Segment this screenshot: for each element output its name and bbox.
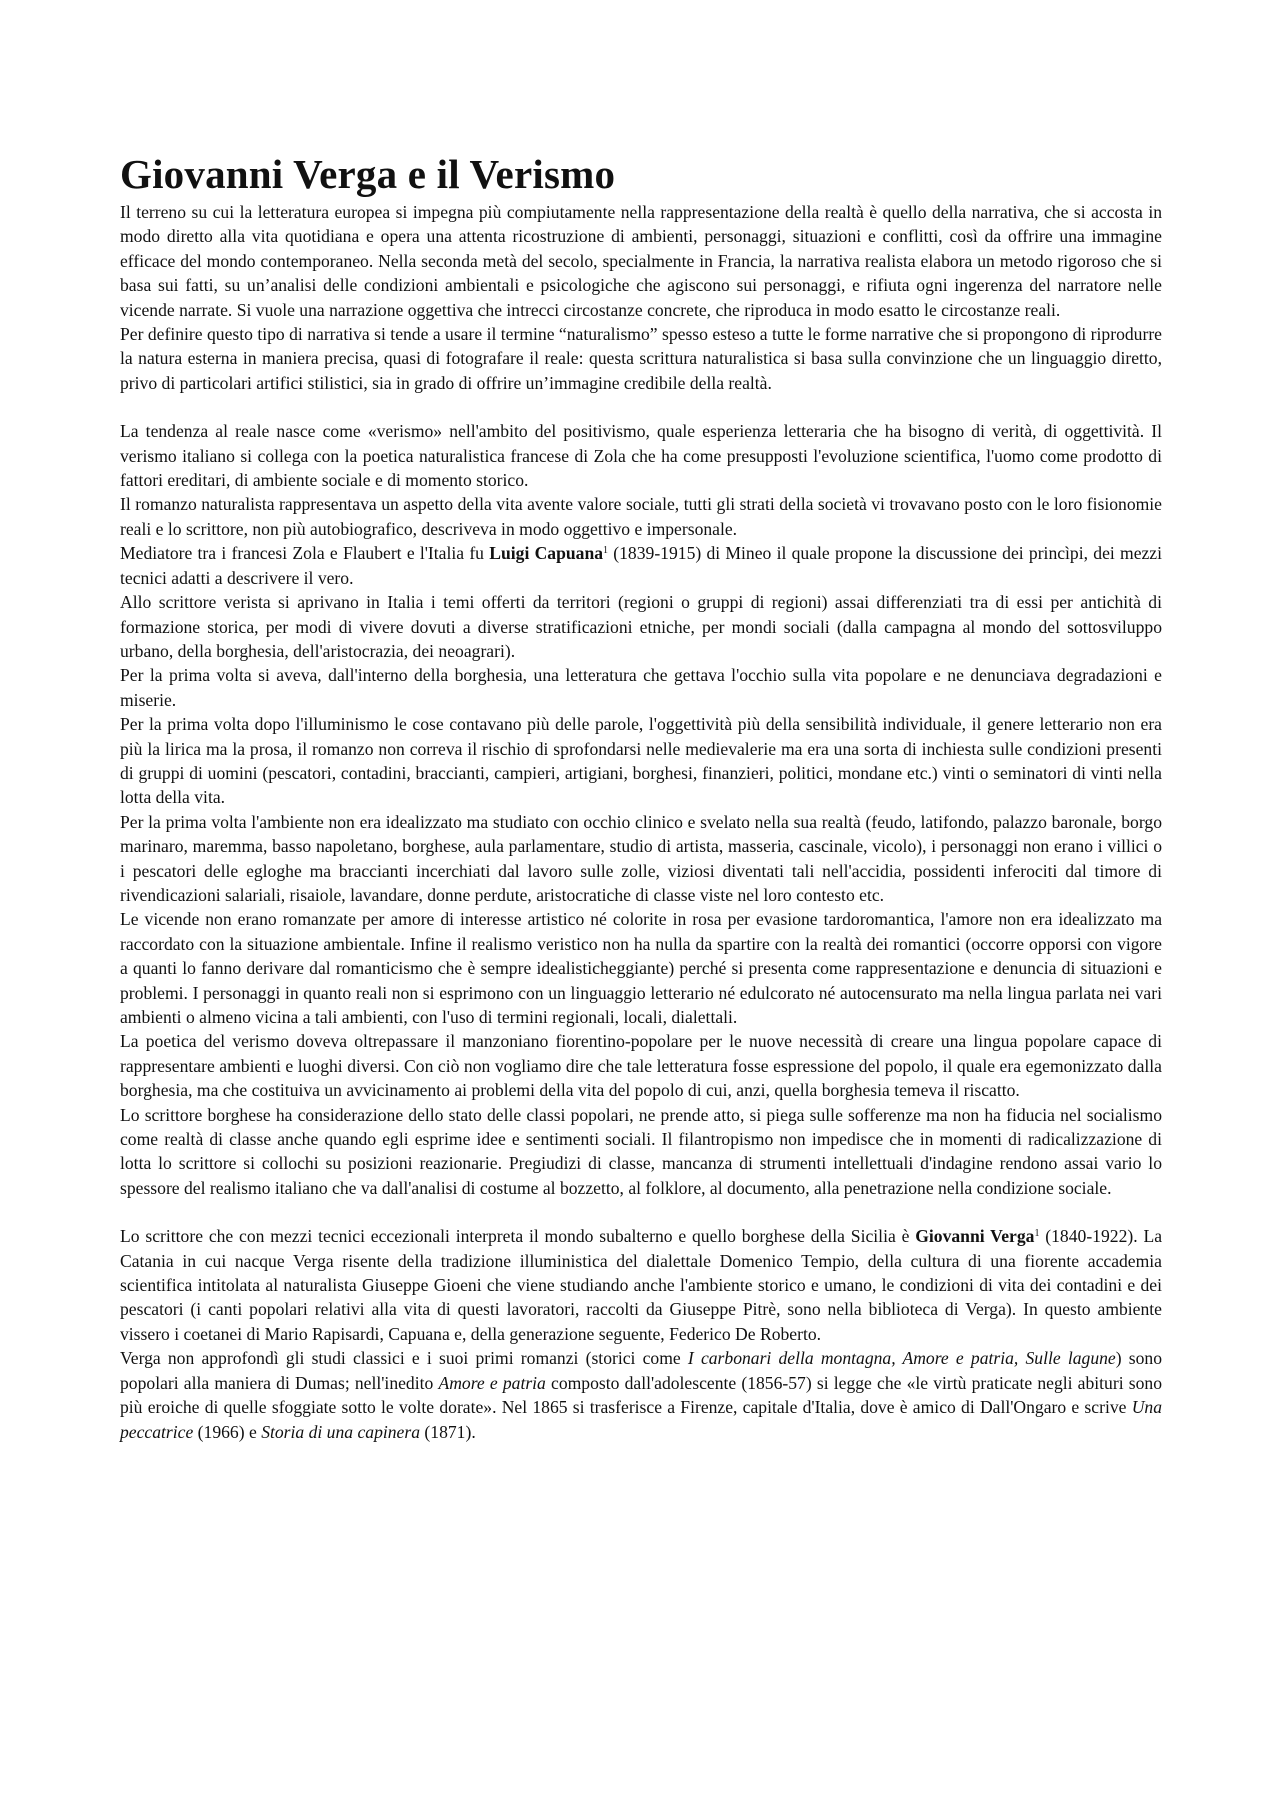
paragraph-12: Lo scrittore borghese ha considerazione dello stato delle classi popolari, ne prende atto, si piega sulle sofferenze ma non ha fiducia nel socialismo come realtà di classe anche quando egli esprime idee e sentimenti sociali. Il filantropismo non impedisce che in momenti di radicalizzazione di lotta lo scrittore si collochi su posizioni reazionarie. Pregiudizi di classe, mancanza di strumenti intellettuali d'indagine rendono assai vario lo spessore del realismo italiano che va dall'analisi di costume al bozzetto, al folklore, al documento, alla penetrazione nella condizione sociale.: [120, 1104, 1162, 1198]
page-title: Giovanni Verga e il Verismo: [120, 151, 616, 197]
text-span: (1839-1915) di Mineo il quale propone la discussione dei princìpi, dei mezzi tecnici adatti a descrivere il vero.: [120, 543, 1163, 588]
text-span: ) sono popolari alla maniera di Dumas; nell'inedito: [120, 1348, 1163, 1393]
paragraph-7: Per la prima volta si aveva, dall'interno della borghesia, una letteratura che gettava l'occhio sulla vita popolare e ne denunciava degradazioni e miserie.: [120, 665, 1162, 710]
paragraph-gap: [120, 395, 1162, 419]
paragraph-4: Il romanzo naturalista rappresentava un aspetto della vita avente valore sociale, tutti gli strati della società vi trovavano posto con le loro fisionomie reali e lo scrittore, non più autobiografico, descriveva in modo oggettivo e impersonale.: [120, 494, 1162, 539]
italic-title: Storia di una capinera: [261, 1421, 421, 1442]
bold-name-verga: Giovanni Verga: [915, 1226, 1035, 1247]
paragraph-6: Allo scrittore verista si aprivano in Italia i temi offerti da territori (regioni o gruppi di regioni) assai differenziati tra di essi per antichità di formazione storica, per modi di vivere dovuti a diverse stratificazioni etniche, per mondi sociali (dalla campagna al mondo del sottosviluppo urbano, della borghesia, dell'aristocrazia, dei neoagrari).: [120, 592, 1162, 661]
italic-title: Amore e patria: [438, 1372, 546, 1393]
paragraph-3: La tendenza al reale nasce come «verismo» nell'ambito del positivismo, quale esperienza letteraria che ha bisogno di verità, di oggettività. Il verismo italiano si collega con la poetica naturalistica francese di Zola che ha come presupposti l'evoluzione scientifica, l'uomo come prodotto di fattori ereditari, di ambiente sociale e di momento storico.: [120, 421, 1162, 491]
text-span: Verga non approfondì gli studi classici e i suoi primi romanzi (storici come: [120, 1348, 688, 1369]
paragraph-5: [120, 541, 1162, 590]
italic-title: Una peccatrice: [120, 1397, 1162, 1442]
paragraph-11: La poetica del verismo doveva oltrepassare il manzoniano fiorentino-popolare per le nuove necessità di creare una lingua popolare capace di rappresentare ambienti e luoghi diversi. Con ciò non vogliamo dire che tale letteratura fosse espressione del popolo, il quale era egemonizzato dalla borghesia, ma che costituiva un avvicinamento ai problemi della vita del popolo di cui, anzi, quella borghesia temeva il riscatto.: [120, 1031, 1162, 1101]
italic-title: I carbonari della montagna, Amore e patria, Sulle lagune: [687, 1348, 1116, 1369]
text-span: Mediatore tra i francesi Zola e Flaubert e l'Italia fu: [120, 543, 490, 564]
paragraph-14: [120, 1346, 1162, 1444]
text-span: (1871).: [420, 1421, 476, 1442]
text-span: (1966) e: [193, 1421, 262, 1442]
paragraph-9: Per la prima volta l'ambiente non era idealizzato ma studiato con occhio clinico e svelato nella sua realtà (feudo, latifondo, palazzo baronale, borgo marinaro, maremma, basso napoletano, borghese, aula parlamentare, studio di artista, masseria, cascinale, vicolo), i personaggi non erano i villici o i pescatori delle egloghe ma braccianti incerchiati dal lavoro sulle zolle, viziosi diventati tali nell'accidia, possidenti inferociti dal timore di rivendicazioni salariali, risaiole, lavandare, donne perdute, aristocratiche di classe viste nel loro contesto etc.: [120, 811, 1162, 905]
paragraph-10: Le vicende non erano romanzate per amore di interesse artistico né colorite in rosa per evasione tardoromantica, l'amore non era idealizzato ma raccordato con la situazione ambientale. Infine il realismo veristico non ha nulla da spartire con la realtà dei romantici (occorre opporsi con vigore a quanti lo fanno derivare dal romanticismo che è sempre idealisticheggiante) perché si presenta come rappresentazione e denuncia di situazioni e problemi. I personaggi in quanto reali non si esprimono con un linguaggio letterario né edulcorato né autocensurato ma nella lingua parlata nei vari ambienti o almeno vicina a tali ambienti, con l'uso di termini regionali, locali, dialettali.: [120, 909, 1162, 1027]
paragraph-8: Per la prima volta dopo l'illuminismo le cose contavano più delle parole, l'oggettività più della sensibilità individuale, il genere letterario non era più la lirica ma la prosa, il romanzo non correva il rischio di sprofondarsi nelle medievalerie ma era una sorta di inchiesta sulle condizioni presenti di gruppi di uomini (pescatori, contadini, braccianti, campieri, artigiani, borghesi, finanzieri, politici, mondane etc.) vinti o seminatori di vinti nella lotta della vita.: [120, 714, 1162, 808]
footnote-marker: 1: [1034, 1228, 1040, 1240]
text-span: (1840-1922). La Catania in cui nacque Verga risente della tradizione illuministica del dialettale Domenico Tempio, della cultura di una fiorente accademia scientifica intitolata al naturalista Giuseppe Gioeni che viene studiando anche l'ambiente storico e umano, le condizioni di vita dei contadini e dei pescatori (i canti popolari relativi alla vita di questi lavoratori, raccolti da Giuseppe Pitrè, sono nella biblioteca di Verga). In questo ambiente vissero i coetanei di Mario Rapisardi, Capuana e, della generazione seguente, Federico De Roberto.: [120, 1226, 1162, 1344]
text-span: Lo scrittore che con mezzi tecnici eccezionali interpreta il mondo subalterno e quello borghese della Sicilia è: [120, 1226, 916, 1247]
text-span: composto dall'adolescente (1856-57) si legge che «le virtù praticate negli abituri sono più eroiche di quelle sfoggiate sotto le volte dorate». Nel 1865 si trasferisce a Firenze, capitale d'Italia, dove è amico di Dall'Ongaro e scrive: [120, 1372, 1162, 1418]
document-page: [120, 150, 1162, 1444]
paragraph-13: [120, 1224, 1162, 1346]
paragraph-2: Per definire questo tipo di narrativa si tende a usare il termine “naturalismo” spesso esteso a tutte le forme narrative che si propongono di riprodurre la natura esterna in maniera precisa, quasi di fotografare il reale: questa scrittura naturalistica si basa sulla convinzione che un linguaggio diretto, privo di particolari artifici stilistici, sia in grado di offrire un’immagine credibile della realtà.: [120, 324, 1162, 393]
paragraph-gap: [120, 1200, 1162, 1224]
paragraph-1: Il terreno su cui la letteratura europea si impegna più compiutamente nella rappresentazione della realtà è quello della narrativa, che si accosta in modo diretto alla vita quotidiana e opera una attenta ricostruzione di ambienti, personaggi, situazioni e conflitti, così da offrire una immagine efficace del mondo contemporaneo. Nella seconda metà del secolo, specialmente in Francia, la narrativa realista elabora un metodo rigoroso che si basa sui fatti, su un’analisi delle condizioni ambientali e psicologiche che agiscono sui personaggi, e rifiuta ogni ingerenza del narratore nelle vicende narrate. Si vuole una narrazione oggettiva che intrecci circostanze concrete, che riproduca in modo esatto le circostanze reali.: [120, 202, 1162, 320]
bold-name-capuana: Luigi Capuana: [489, 543, 604, 564]
footnote-marker: 1: [603, 545, 609, 557]
